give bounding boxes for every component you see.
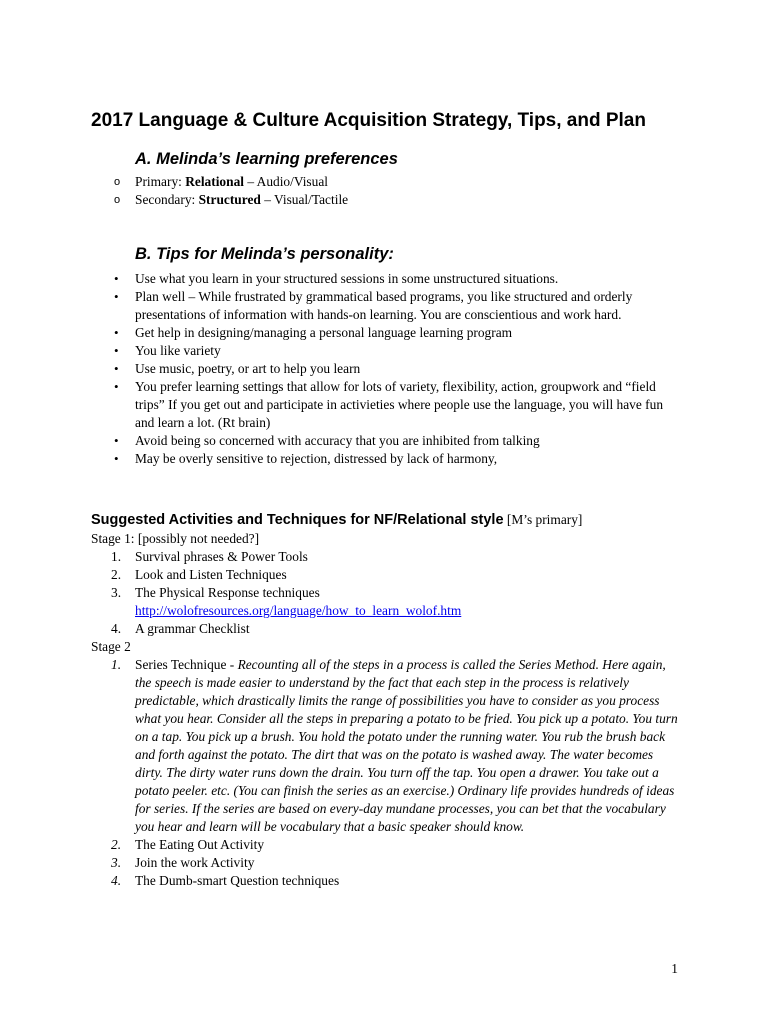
circle-bullet-icon: o — [114, 194, 121, 206]
learning-preferences-list — [0, 173, 660, 209]
list-item: • You prefer learning settings that allow for lots of variety, flexibility, action, groupwork and “field trips” If you get out and participate in activieties where people use the language, you will have fun and learn a lot. (Rt brain) — [114, 379, 664, 430]
circle-bullet-icon: o — [114, 176, 121, 188]
series-technique-description: Recounting all of the steps in a process is called the Series Method. Here again, the speech is made easier to understand by the fact that each step in the process is relatively predictable, which drastically limits the range of possibilities you have to consider as you process what you hear. Consider all the steps in preparing a potato to be fried. You pick up a potato. You turn on a tap. You pick up a brush. You hold the potato under the running water. You rub the brush back and forth against the potato. The dirt that was on the potato is washed away. The water becomes dirty. The dirty water runs down the drain. You turn off the tap. You open a drawer. You take out a potato peeler. etc. (You can finish the series as an exercise.) Ordinary life provides hundreds of ideas for series. If the series are based on every-day mundane processes, you can bet that the vocabulary you hear and learn will be vocabulary that a basic speaker should know. — [135, 657, 678, 834]
bullet-icon: • — [114, 343, 119, 358]
list-item: • Plan well – While frustrated by grammatical based programs, you like structured and orderly presentations of information with hands-on learning. You are conscientious and work hard. — [114, 289, 633, 322]
bullet-icon: • — [114, 433, 119, 448]
list-item: 2. Look and Listen Techniques — [111, 567, 287, 582]
list-item: • Avoid being so concerned with accuracy that you are inhibited from talking — [114, 433, 540, 448]
document-title: 2017 Language & Culture Acquisition Strategy, Tips, and Plan — [91, 110, 646, 131]
list-item: 1. Survival phrases & Power Tools — [111, 549, 308, 564]
list-item: 4. A grammar Checklist — [111, 621, 250, 636]
list-item: • Use music, poetry, or art to help you learn — [114, 361, 361, 376]
stage-2-list — [0, 656, 680, 890]
list-item: o Primary: Relational – Audio/Visual — [114, 174, 329, 189]
list-item: 3. Join the work Activity — [111, 855, 255, 870]
section-a-heading: A. Melinda’s learning preferences — [135, 150, 398, 168]
list-item: • Use what you learn in your structured sessions in some unstructured situations. — [114, 271, 559, 286]
stage-2-label: Stage 2 — [91, 639, 131, 654]
bullet-icon: • — [114, 271, 119, 286]
personality-tips-list — [0, 270, 665, 468]
stage-1-label: Stage 1: [possibly not needed?] — [91, 531, 260, 546]
stage-1-list — [0, 548, 680, 638]
physical-response-link[interactable]: http://wolofresources.org/language/how_to_learn_wolof.htm — [135, 603, 462, 618]
bullet-icon: • — [114, 361, 119, 376]
bullet-icon: • — [114, 289, 119, 304]
list-item: • Get help in designing/managing a personal language learning program — [114, 325, 513, 340]
page-number: 1 — [671, 961, 678, 976]
activities-heading: Suggested Activities and Techniques for NF/Relational style [M’s primary] — [91, 512, 583, 528]
bullet-icon: • — [114, 325, 119, 340]
section-b-heading: B. Tips for Melinda’s personality: — [135, 245, 394, 263]
list-item: • May be overly sensitive to rejection, distressed by lack of harmony, — [114, 451, 498, 466]
list-item: • You like variety — [114, 343, 221, 358]
list-item: 3. The Physical Response techniques http://wolofresources.org/language/how_to_learn_wolof.htm — [0, 584, 680, 620]
list-item: 4. The Dumb-smart Question techniques — [111, 873, 340, 888]
bullet-icon: • — [114, 379, 119, 394]
list-item: 1. Series Technique - Recounting all of the steps in a process is called the Series Method. Here again, the speech is made easier to understand by the fact that each step in the process is relatively predictable, which drastically limits the range of possibilities you have to consider as you process what you hear. Consider all the steps in preparing a potato to be fried. You pick up a potato. You turn on a tap. You pick up a brush. You hold the potato under the running water. You rub the brush back and forth against the potato. The dirt that was on the potato is washed away. The water becomes dirty. The dirty water runs down the drain. You turn off the tap. You open a drawer. You take out a potato peeler. etc. (You can finish the series as an exercise.) Ordinary life provides hundreds of ideas for series. If the series are based on every-day mundane processes, you can bet that the vocabulary you hear and learn will be vocabulary that a basic speaker should know. — [111, 657, 678, 834]
list-item: 2. The Eating Out Activity — [111, 837, 265, 852]
list-item: o Secondary: Structured – Visual/Tactile — [114, 192, 349, 207]
bullet-icon: • — [114, 451, 119, 466]
